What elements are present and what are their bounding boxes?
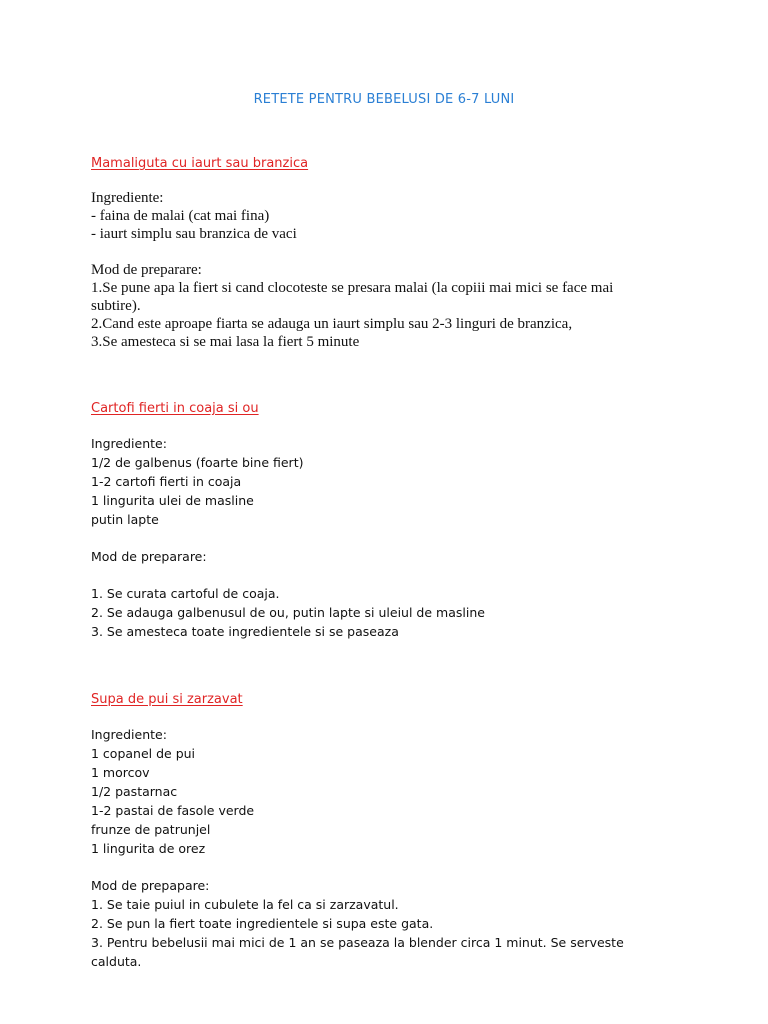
method-step: 1.Se pune apa la fiert si cand clocoteste se presara malai (la copiii mai mici se face mai subtire). [91,280,618,314]
ingredient-item: 1 lingurita ulei de masline [91,493,254,508]
ingredient-item: 1-2 cartofi fierti in coaja [91,474,242,489]
ingredient-item: frunze de patrunjel [91,822,211,837]
recipe-section-1 [91,156,691,351]
ingredients-label: Ingrediente: [91,436,167,451]
method-label: Mod de preparare: [91,549,207,564]
recipe-heading: Mamaliguta cu iaurt sau branzica [91,156,309,171]
method-label: Mod de prepapare: [91,878,210,893]
method-step: 1. Se taie puiul in cubulete la fel ca si zarzavatul. [91,897,399,912]
ingredient-item: 1 lingurita de orez [91,841,206,856]
ingredient-item: 1/2 de galbenus (foarte bine fiert) [91,455,304,470]
ingredient-item: 1-2 pastai de fasole verde [91,803,255,818]
recipe-heading: Supa de pui si zarzavat [91,692,243,707]
ingredients-label: Ingrediente: [91,727,167,742]
ingredient-item: - faina de malai (cat mai fina) [91,208,270,224]
ingredient-item: putin lapte [91,512,159,527]
method-step: 2. Se pun la fiert toate ingredientele si supa este gata. [91,916,434,931]
ingredient-item: 1/2 pastarnac [91,784,178,799]
method-label: Mod de preparare: [91,262,202,278]
method-step: 3. Se amesteca toate ingredientele si se paseaza [91,624,399,639]
method-step: 3. Pentru bebelusii mai mici de 1 an se paseaza la blender circa 1 minut. Se serveste calduta. [91,935,628,969]
ingredient-item: 1 morcov [91,765,150,780]
ingredient-item: - iaurt simplu sau branzica de vaci [91,226,297,242]
method-step: 2. Se adauga galbenusul de ou, putin lapte si uleiul de masline [91,605,485,620]
recipe-heading: Cartofi fierti in coaja si ou [91,401,259,416]
recipe-section-2 [91,401,691,641]
method-step: 3.Se amesteca si se mai lasa la fiert 5 minute [91,334,360,350]
ingredients-label: Ingrediente: [91,190,164,206]
ingredient-item: 1 copanel de pui [91,746,196,761]
method-step: 2.Cand este aproape fiarta se adauga un iaurt simplu sau 2-3 linguri de branzica, [91,316,573,332]
recipe-section-3 [91,692,691,971]
page-title: RETETE PENTRU BEBELUSI DE 6-7 LUNI [253,92,515,107]
method-step: 1. Se curata cartoful de coaja. [91,586,280,601]
